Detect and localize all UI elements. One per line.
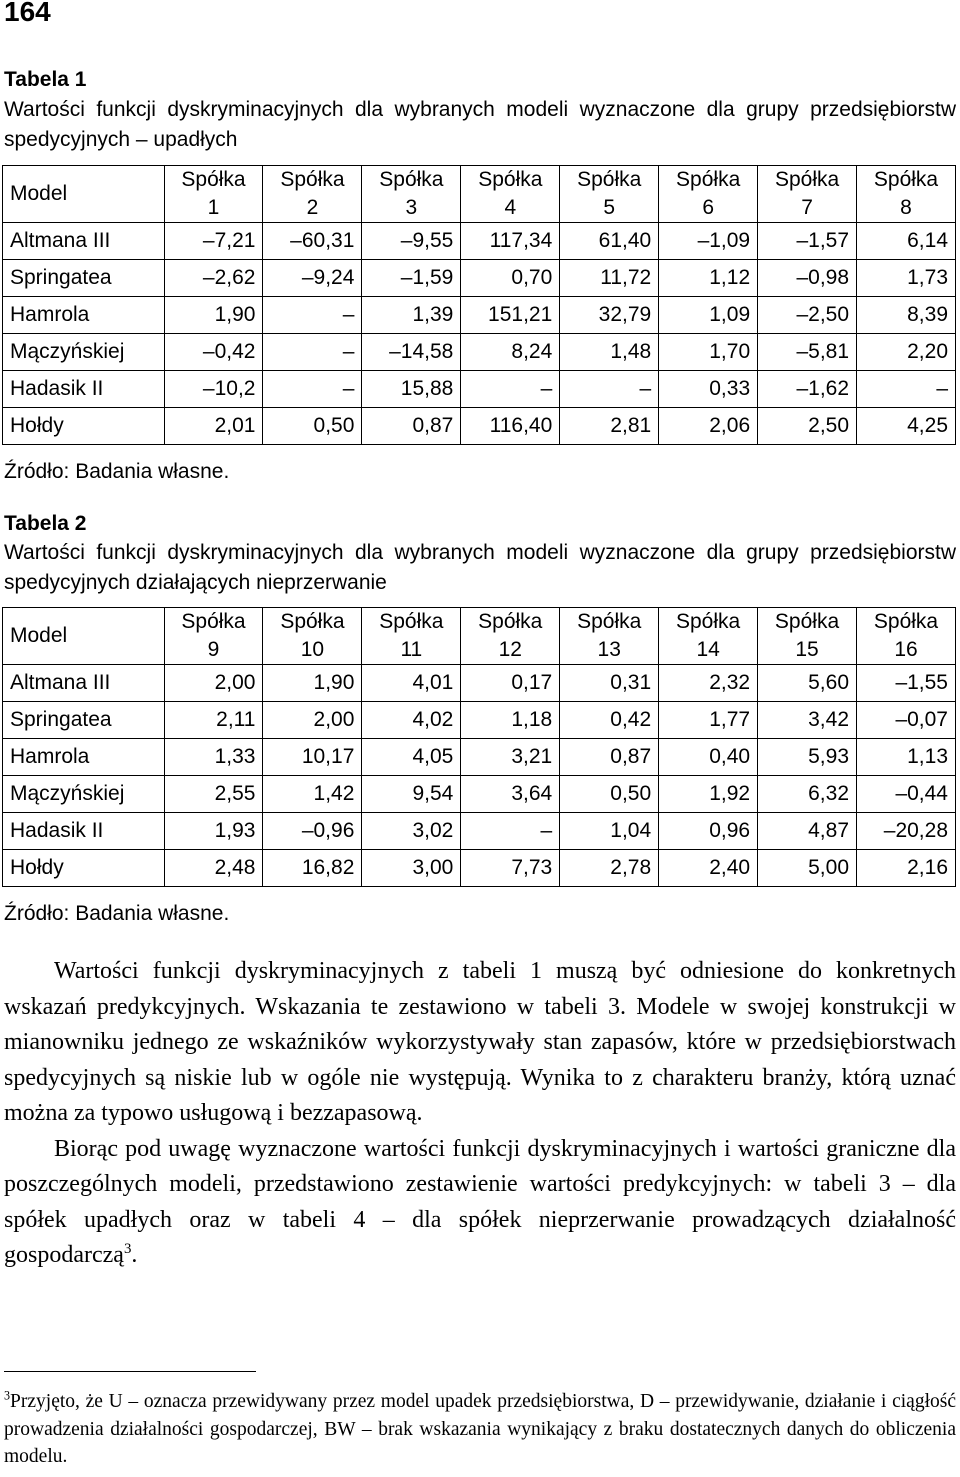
column-header: [758, 166, 857, 223]
table-cell: 2,01: [164, 408, 263, 445]
table-cell: 1,42: [263, 776, 362, 813]
footnote: [4, 1388, 956, 1471]
column-header-line: Spółka: [280, 168, 345, 191]
table-row: [3, 297, 956, 334]
table-cell: –2,50: [758, 297, 857, 334]
table-cell: 9,54: [362, 776, 461, 813]
table-cell: 1,93: [164, 813, 263, 850]
table-cell: 1,92: [659, 776, 758, 813]
table-cell: 1,48: [560, 334, 659, 371]
table-cell: –: [461, 371, 560, 408]
row-model-name: Mączyńskiej: [3, 334, 165, 371]
table-cell: 2,40: [659, 850, 758, 887]
table-cell: 1,13: [857, 739, 956, 776]
table-cell: 1,09: [659, 297, 758, 334]
table-cell: –1,62: [758, 371, 857, 408]
column-header-line: Spółka: [676, 610, 741, 633]
table-cell: 16,82: [263, 850, 362, 887]
column-header: [560, 608, 659, 665]
column-header-line: 7: [801, 196, 813, 219]
table-cell: 1,04: [560, 813, 659, 850]
column-header: [560, 166, 659, 223]
table-cell: –0,07: [857, 702, 956, 739]
table-cell: 1,77: [659, 702, 758, 739]
table-cell: –0,42: [164, 334, 263, 371]
row-model-name: Hołdy: [3, 408, 165, 445]
table-cell: –9,55: [362, 223, 461, 260]
table-cell: 2,78: [560, 850, 659, 887]
table-cell: 1,33: [164, 739, 263, 776]
table-cell: 116,40: [461, 408, 560, 445]
column-header-line: Spółka: [676, 168, 741, 191]
column-header-line: 16: [894, 638, 918, 661]
column-header-model: [3, 608, 165, 665]
table-cell: 0,33: [659, 371, 758, 408]
table-cell: 2,48: [164, 850, 263, 887]
column-header-line: 11: [400, 638, 423, 661]
body-text: [4, 954, 956, 1274]
footnote-ref: 3: [123, 1241, 132, 1257]
table2-caption: Wartości funkcji dyskryminacyjnych dla wybranych modeli wyznaczone dla grupy przedsiębiorstw spedycyjnych działających nieprzerwanie: [4, 541, 956, 594]
column-header-line: 10: [300, 638, 325, 661]
table-cell: 0,50: [263, 408, 362, 445]
table-cell: 5,93: [758, 739, 857, 776]
table1-caption: Wartości funkcji dyskryminacyjnych dla wybranych modeli wyznaczone dla grupy przedsiębiorstw spedycyjnych – upadłych: [4, 98, 956, 151]
table-cell: –0,98: [758, 260, 857, 297]
row-model-name: Hamrola: [3, 739, 165, 776]
table-cell: –: [263, 297, 362, 334]
table-cell: 15,88: [362, 371, 461, 408]
table-cell: –1,09: [659, 223, 758, 260]
table-cell: –0,44: [857, 776, 956, 813]
table-cell: 1,73: [857, 260, 956, 297]
row-model-name: Hołdy: [3, 850, 165, 887]
table-cell: 4,25: [857, 408, 956, 445]
table-cell: 117,34: [461, 223, 560, 260]
table-cell: 0,31: [560, 665, 659, 702]
page-number: 164: [4, 0, 51, 27]
table-cell: 8,24: [461, 334, 560, 371]
row-model-name: Hadasik II: [3, 371, 165, 408]
table-cell: 0,17: [461, 665, 560, 702]
table-cell: 1,39: [362, 297, 461, 334]
table-cell: –: [263, 371, 362, 408]
paragraph-2-end: .: [131, 1242, 138, 1268]
column-header-line: Spółka: [577, 610, 642, 633]
column-header-line: Spółka: [873, 168, 939, 191]
column-header: [758, 608, 857, 665]
table2-header-row: [3, 608, 956, 665]
footnote-rule: [4, 1371, 256, 1372]
column-header-line: Spółka: [873, 610, 939, 633]
row-model-name: Hadasik II: [3, 813, 165, 850]
table-cell: 2,06: [659, 408, 758, 445]
table-cell: 1,12: [659, 260, 758, 297]
table-cell: 0,40: [659, 739, 758, 776]
column-header: [857, 608, 956, 665]
table-cell: 2,20: [857, 334, 956, 371]
table1: [2, 165, 956, 445]
column-header: [164, 166, 263, 223]
row-model-name: Mączyńskiej: [3, 776, 165, 813]
footnote-marker: 3: [4, 1388, 11, 1403]
column-header-line: 9: [207, 638, 220, 661]
table2-source: Źródło: Badania własne.: [4, 902, 230, 925]
column-header-line: 12: [498, 638, 522, 661]
column-header-line: Spółka: [774, 610, 840, 633]
table-cell: –1,55: [857, 665, 956, 702]
table-cell: 5,60: [758, 665, 857, 702]
table-cell: 11,72: [560, 260, 659, 297]
table-cell: –1,59: [362, 260, 461, 297]
table-row: [3, 850, 956, 887]
table-cell: –0,96: [263, 813, 362, 850]
table-cell: 4,01: [362, 665, 461, 702]
table-row: [3, 702, 956, 739]
table-cell: –1,57: [758, 223, 857, 260]
table-cell: 6,14: [857, 223, 956, 260]
column-header-line: 3: [405, 196, 418, 219]
table-row: [3, 776, 956, 813]
table-cell: 2,16: [857, 850, 956, 887]
column-header-line: 8: [900, 196, 912, 219]
paragraph-2: [4, 1132, 956, 1274]
table-cell: 10,17: [263, 739, 362, 776]
table-cell: 0,42: [560, 702, 659, 739]
column-header: [164, 608, 263, 665]
table-cell: 2,11: [164, 702, 263, 739]
table1-label: Tabela 1: [4, 68, 87, 91]
table-cell: 151,21: [461, 297, 560, 334]
table-cell: 2,32: [659, 665, 758, 702]
row-model-name: Springatea: [3, 702, 165, 739]
table-cell: –: [857, 371, 956, 408]
column-header-line: Spółka: [181, 610, 246, 633]
column-header-line: 4: [504, 196, 517, 219]
table-cell: 4,05: [362, 739, 461, 776]
table-cell: 61,40: [560, 223, 659, 260]
table2: [2, 607, 956, 887]
column-header-line: Spółka: [478, 610, 543, 633]
column-header-line: Spółka: [577, 168, 642, 191]
table-cell: 2,00: [164, 665, 263, 702]
table-row: [3, 813, 956, 850]
column-header-line: Spółka: [379, 168, 444, 191]
paragraph-2-text: Biorąc pod uwagę wyznaczone wartości funkcji dyskryminacyjnych i wartości graniczne dla poszczególnych modeli, przedstawiono zestawienie wartości predykcyjnych: w tabeli 3 – dla spółek upadłych oraz w tabeli 4 – dla spółek nieprzerwanie prowadzących działalność gospodarczą: [4, 1135, 956, 1268]
table2-label: Tabela 2: [4, 512, 87, 535]
table-row: [3, 408, 956, 445]
paragraph-1: Wartości funkcji dyskryminacyjnych z tabeli 1 muszą być odniesione do konkretnych wskazań predykcyjnych. Wskazania te zestawiono w tabeli 3. Modele w swojej konstrukcji w mianowniku jednego ze wskaźników wykorzystywały stan zapasów, które w przedsiębiorstwach spedycyjnych są niskie lub w ogóle nie występują. Wynika to z charakteru branży, którą uznać można za typowo usługową i bezzapasową.: [4, 958, 956, 1126]
column-header-line: Spółka: [478, 168, 543, 191]
column-header: [461, 166, 560, 223]
table-cell: 3,02: [362, 813, 461, 850]
table-cell: 3,42: [758, 702, 857, 739]
column-header-line: 6: [702, 196, 714, 219]
table1-header-row: [3, 166, 956, 223]
table-cell: 6,32: [758, 776, 857, 813]
table-row: [3, 739, 956, 776]
table-cell: 0,70: [461, 260, 560, 297]
column-header: [857, 166, 956, 223]
table-row: [3, 334, 956, 371]
column-header: [263, 166, 362, 223]
column-header: [659, 166, 758, 223]
column-header-line: Model: [10, 624, 68, 647]
footnote-text: Przyjęto, że U – oznacza przewidywany przez model upadek przedsiębiorstwa, D – przewidywanie, działanie i ciągłość prowadzenia działalności gospodarczej, BW – brak wskazania wynikający z braku dostatecznych danych do obliczenia modelu.: [4, 1391, 956, 1467]
column-header-line: 5: [603, 196, 616, 219]
column-header-line: Model: [10, 182, 68, 205]
column-header-line: 14: [696, 638, 720, 661]
table-cell: 0,50: [560, 776, 659, 813]
table-cell: 2,50: [758, 408, 857, 445]
table-cell: –5,81: [758, 334, 857, 371]
table-cell: 4,02: [362, 702, 461, 739]
table-cell: 1,90: [263, 665, 362, 702]
column-header-line: 2: [306, 196, 319, 219]
column-header: [362, 166, 461, 223]
column-header: [362, 608, 461, 665]
table-cell: 3,21: [461, 739, 560, 776]
table-cell: 3,00: [362, 850, 461, 887]
table-cell: –2,62: [164, 260, 263, 297]
table-cell: –14,58: [362, 334, 461, 371]
row-model-name: Altmana III: [3, 223, 165, 260]
column-header-line: Spółka: [774, 168, 840, 191]
column-header-model: [3, 166, 165, 223]
table-row: [3, 371, 956, 408]
table-cell: 0,96: [659, 813, 758, 850]
table-cell: –20,28: [857, 813, 956, 850]
column-header: [263, 608, 362, 665]
table-cell: –: [461, 813, 560, 850]
column-header-line: 13: [597, 638, 621, 661]
row-model-name: Altmana III: [3, 665, 165, 702]
column-header: [659, 608, 758, 665]
column-header-line: Spółka: [280, 610, 345, 633]
table-cell: 0,87: [362, 408, 461, 445]
table-cell: 1,70: [659, 334, 758, 371]
table-cell: 7,73: [461, 850, 560, 887]
table-cell: 4,87: [758, 813, 857, 850]
column-header-line: 1: [207, 196, 220, 219]
table-cell: 2,81: [560, 408, 659, 445]
table-cell: 5,00: [758, 850, 857, 887]
column-header-line: Spółka: [181, 168, 246, 191]
table-cell: –60,31: [263, 223, 362, 260]
table-cell: 1,90: [164, 297, 263, 334]
column-header: [461, 608, 560, 665]
table-cell: 8,39: [857, 297, 956, 334]
column-header-line: 15: [795, 638, 819, 661]
table-row: [3, 260, 956, 297]
table-cell: 0,87: [560, 739, 659, 776]
table-cell: 2,55: [164, 776, 263, 813]
row-model-name: Hamrola: [3, 297, 165, 334]
table1-source: Źródło: Badania własne.: [4, 460, 230, 483]
table-cell: –10,2: [164, 371, 263, 408]
table-cell: –: [560, 371, 659, 408]
table-cell: 1,18: [461, 702, 560, 739]
table-row: [3, 223, 956, 260]
table-cell: 32,79: [560, 297, 659, 334]
table-cell: –9,24: [263, 260, 362, 297]
table-cell: –: [263, 334, 362, 371]
table-cell: –7,21: [164, 223, 263, 260]
table-cell: 3,64: [461, 776, 560, 813]
column-header-line: Spółka: [379, 610, 444, 633]
table-cell: 2,00: [263, 702, 362, 739]
table-row: [3, 665, 956, 702]
row-model-name: Springatea: [3, 260, 165, 297]
